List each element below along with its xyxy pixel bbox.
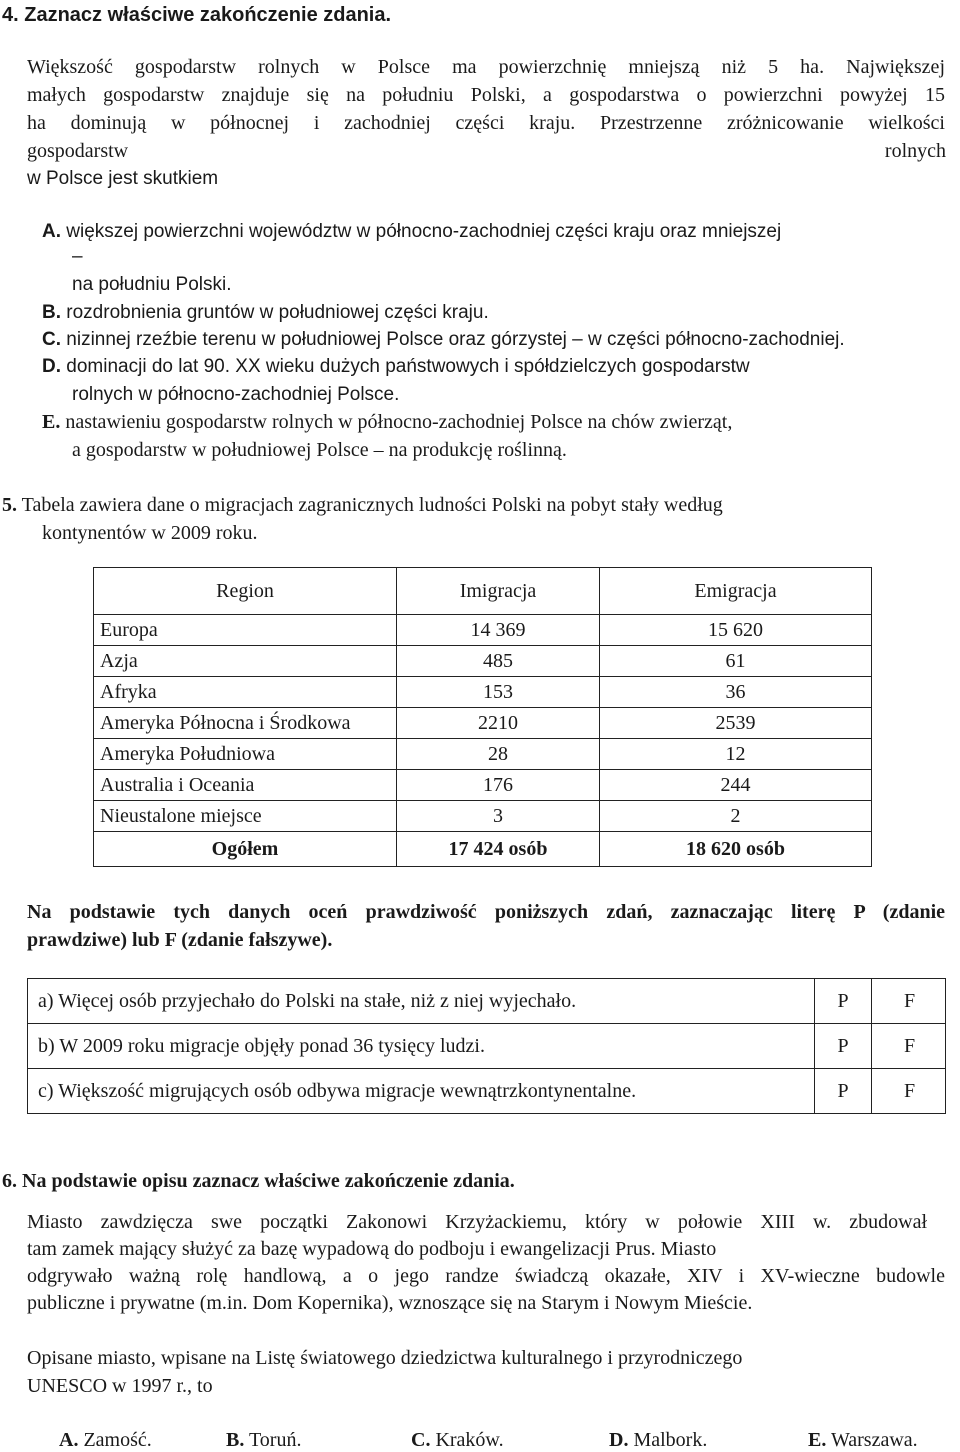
table-row [94,615,872,646]
cell-emigration: 2539 [600,708,872,739]
question-4-heading: 4. Zaznacz właściwe zakończenie zdania. [2,4,392,26]
option-e-cont: a gospodarstw w południowej Polsce – na produkcję roślinną. [72,439,567,461]
cell-immigration: 14 369 [397,615,600,646]
option-text: rozdrobnienia gruntów w południowej części kraju. [66,302,489,323]
cell-emigration: 244 [600,770,872,801]
option-letter: B. [42,302,61,323]
table-row [94,739,872,770]
option-text: większej powierzchni województw w północno-zachodniej części kraju oraz mniejszej [66,221,782,242]
passage-line: Miasto zawdzięcza swe początki Zakonowi Krzyżackiemu, który w połowie XIII w. zbudował [27,1211,927,1233]
total-immigration: 17 424 osób [397,832,600,867]
cell-emigration: 2 [600,801,872,832]
stem-line: Większość gospodarstw rolnych w Polsce ma powierzchnię mniejszą niż 5 ha. Największej [27,56,945,78]
question-5-heading [2,494,723,517]
answer-letter: C. [411,1429,431,1451]
true-option[interactable]: P [815,979,872,1024]
passage-line: publiczne i prywatne (m.in. Dom Kopernika), wznoszące się na Starym i Nowym Mieście. [27,1292,753,1314]
question-text: Tabela zawiera dane o migracjach zagranicznych ludności Polski na pobyt stały według [21,494,723,516]
answer-text: Malbork. [633,1429,708,1451]
option-a[interactable] [42,221,781,243]
cell-immigration: 153 [397,677,600,708]
prompt-line: Opisane miasto, wpisane na Listę światowego dziedzictwa kulturalnego i przyrodniczego [27,1347,743,1369]
true-false-table [27,978,946,1114]
answer-d[interactable] [609,1429,707,1452]
option-b[interactable] [42,302,489,324]
stem-line: ha dominują w północnej i zachodniej części kraju. Przestrzenne zróżnicowanie wielkości [27,112,945,134]
answer-letter: D. [609,1429,629,1451]
cell-immigration: 176 [397,770,600,801]
false-option[interactable]: F [872,979,946,1024]
option-a-dash: – [72,246,83,267]
statement-row [28,1024,946,1069]
option-letter: A. [42,221,61,242]
cell-region: Azja [94,646,397,677]
cell-emigration: 12 [600,739,872,770]
answer-text: Kraków. [435,1429,504,1451]
false-option[interactable]: F [872,1069,946,1114]
instruction-line: prawdziwe) lub F (zdanie fałszywe). [27,929,333,951]
cell-immigration: 485 [397,646,600,677]
passage-line: tam zamek mający służyć za bazę wypadową do podboju i ewangelizacji Prus. Miasto [27,1238,717,1260]
total-label: Ogółem [94,832,397,867]
stem-line: w Polsce jest skutkiem [27,168,219,189]
table-row [94,801,872,832]
answer-text: Zamość. [83,1429,152,1451]
question-number: 5. [2,494,17,516]
false-option[interactable]: F [872,1024,946,1069]
answer-e[interactable] [808,1429,918,1452]
option-text: nastawieniu gospodarstw rolnych w północno-zachodniej Polsce na chów zwierząt, [65,411,733,433]
header-emigration: Emigracja [600,568,872,615]
question-6-heading: 6. Na podstawie opisu zaznacz właściwe zakończenie zdania. [2,1170,515,1192]
cell-region: Afryka [94,677,397,708]
table-row [94,770,872,801]
cell-emigration: 61 [600,646,872,677]
statement-text: c) Większość migrujących osób odbywa migracje wewnątrzkontynentalne. [28,1069,815,1114]
option-a-cont: na południu Polski. [72,274,232,295]
stem-line: gospodarstw [27,140,129,162]
total-emigration: 18 620 osób [600,832,872,867]
answer-c[interactable] [411,1429,504,1452]
statement-row [28,1069,946,1114]
stem-line: małych gospodarstw znajduje się na południu Polski, a gospodarstwa o powierzchni powyżej 15 [27,84,945,106]
cell-immigration: 28 [397,739,600,770]
instruction-line: Na podstawie tych danych oceń prawdziwość poniższych zdań, zaznaczając literę P (zdanie [27,901,945,923]
option-text: dominacji do lat 90. XX wieku dużych państwowych i spółdzielczych gospodarstw [66,356,750,377]
statement-text: b) W 2009 roku migracje objęły ponad 36 tysięcy ludzi. [28,1024,815,1069]
header-immigration: Imigracja [397,568,600,615]
option-e[interactable] [42,411,732,434]
table-header-row [94,568,872,615]
table-row [94,677,872,708]
cell-region: Ameryka Północna i Środkowa [94,708,397,739]
migration-table [93,567,872,867]
stem-line: rolnych [884,140,946,162]
answer-text: Toruń. [248,1429,302,1451]
cell-emigration: 15 620 [600,615,872,646]
statement-row [28,979,946,1024]
answer-b[interactable] [226,1429,301,1452]
prompt-line: UNESCO w 1997 r., to [27,1375,213,1397]
option-letter: D. [42,356,61,377]
table-row [94,646,872,677]
true-option[interactable]: P [815,1024,872,1069]
answer-text: Warszawa. [830,1429,918,1451]
cell-region: Australia i Oceania [94,770,397,801]
cell-emigration: 36 [600,677,872,708]
option-letter: E. [42,411,61,433]
option-c[interactable] [42,329,845,351]
header-region: Region [94,568,397,615]
option-text: nizinnej rzeźbie terenu w południowej Polsce oraz górzystej – w części północno-zachodniej. [66,329,845,350]
table-total-row [94,832,872,867]
cell-region: Nieustalone miejsce [94,801,397,832]
question-5-heading-cont: kontynentów w 2009 roku. [42,522,258,544]
true-option[interactable]: P [815,1069,872,1114]
statement-text: a) Więcej osób przyjechało do Polski na stałe, niż z niej wyjechało. [28,979,815,1024]
cell-region: Europa [94,615,397,646]
answer-a[interactable] [59,1429,152,1452]
option-d[interactable] [42,356,750,378]
answer-letter: A. [59,1429,79,1451]
option-d-cont: rolnych w północno-zachodniej Polsce. [72,384,400,405]
cell-immigration: 3 [397,801,600,832]
answer-letter: E. [808,1429,827,1451]
table-row [94,708,872,739]
cell-immigration: 2210 [397,708,600,739]
passage-line: odgrywało ważną rolę handlową, a o jego randze świadczą okazałe, XIV i XV-wieczne budowle [27,1265,945,1287]
answer-letter: B. [226,1429,245,1451]
cell-region: Ameryka Południowa [94,739,397,770]
option-letter: C. [42,329,61,350]
